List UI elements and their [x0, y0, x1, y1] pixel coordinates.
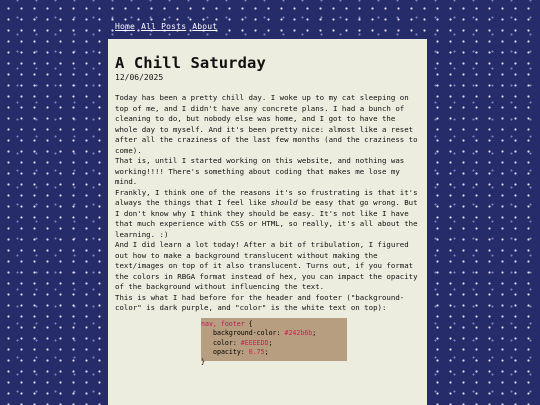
paragraph-3 — [115, 188, 419, 241]
nav-link-about[interactable]: About — [192, 22, 218, 31]
nav-link-all-posts[interactable]: All Posts — [141, 22, 187, 31]
code-snippet — [201, 318, 347, 366]
code-semicolon: ; — [312, 329, 317, 338]
paragraph-5: This is what I had before for the header and footer ("background-color" is dark purple, and "color" is the white text on top): — [115, 292, 405, 312]
post-panel — [108, 39, 427, 405]
code-prop-color: color: — [213, 338, 241, 347]
code-semicolon: ; — [264, 348, 269, 357]
code-open-brace: { — [244, 319, 253, 328]
code-value-background: #242b6b — [284, 329, 313, 338]
code-prop-background: background-color: — [213, 329, 285, 338]
paragraph-3-start: Frankly, I think one of the reasons it's so frustrating is that it's always the things that I feel like — [115, 187, 418, 207]
code-prop-opacity: opacity: — [213, 348, 249, 357]
paragraph-2: That is, until I started working on this website, and nothing was working!!!! There's something about coding that makes me lose my mind. — [115, 156, 405, 186]
code-value-color: #EEEEDD — [240, 338, 269, 347]
post-title: A Chill Saturday — [115, 54, 266, 72]
code-selector: nav, footer — [201, 319, 245, 328]
code-line-background — [201, 329, 347, 339]
code-semicolon: ; — [268, 338, 273, 347]
top-nav — [115, 22, 223, 31]
paragraph-1: Today has been a pretty chill day. I woke up to my cat sleeping on top of me, and I didn't have any concrete plans. I had a bunch of cleaning to do, but nobody else was home, and I got to have the whole day to myself. And it's been pretty nice: almost like a reset after all the craziness of the last few months (and the craziness to come). — [115, 93, 418, 155]
code-close-brace: } — [201, 357, 205, 366]
code-line-color — [201, 339, 347, 349]
paragraph-4: And I did learn a lot today! After a bit of tribulation, I figured out how to make a background translucent without making the text/images on top of it also translucent. Turns out, if you format the colors in RBGA format instead of hex, you can impact the opacity of the background without influencing the text. — [115, 240, 418, 291]
nav-link-home[interactable]: Home — [115, 22, 136, 31]
code-value-opacity: 0.75 — [248, 348, 265, 357]
post-content — [108, 39, 427, 366]
code-line-opacity — [201, 348, 347, 358]
paragraph-3-end: be easy that go wrong. But I don't know why I think they should be easy. It's not like I have that much experience with CSS or HTML, so really, it's all about the learning. :) — [115, 198, 418, 239]
emphasis-should: should — [270, 198, 298, 207]
code-line-selector — [201, 320, 347, 330]
post-date: 12/06/2025 — [115, 73, 164, 82]
